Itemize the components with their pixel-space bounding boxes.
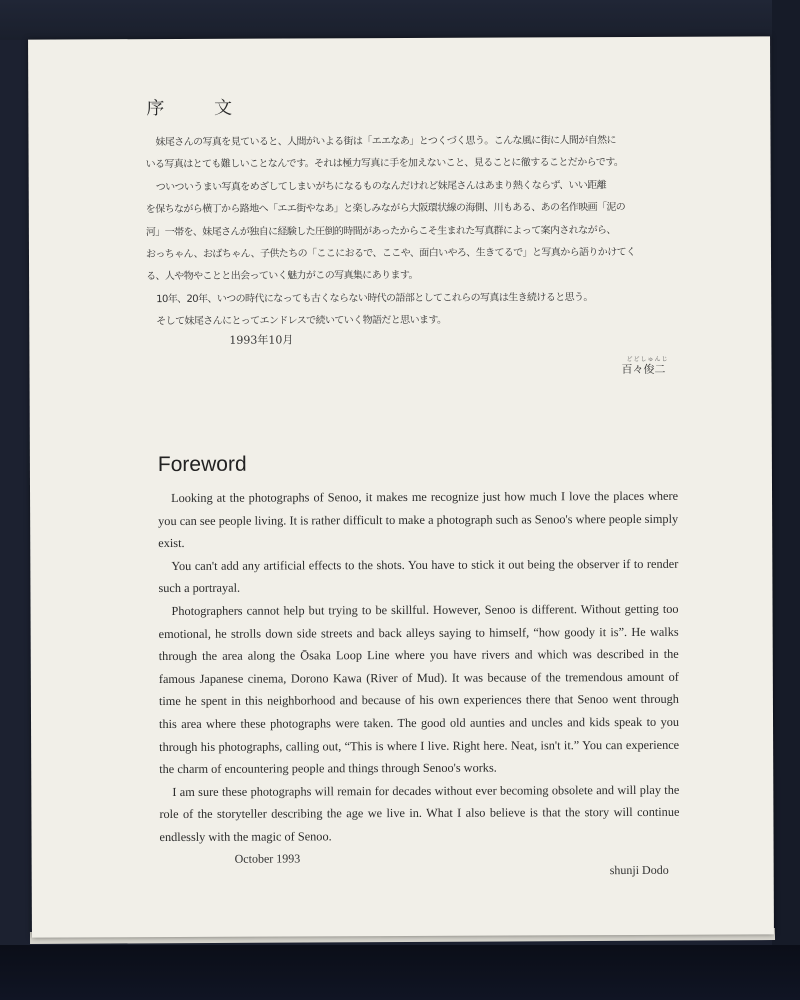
japanese-line: いる写真はとても難しいことなんです。それは極力写真に手を加えないこと、見ることに徹することだからです。	[145, 157, 624, 171]
english-paragraph: You can't add any artificial effects to the shots. You have to stick it out being the observer if to render such a portrayal.	[158, 556, 679, 596]
english-paragraph: Photographers cannot help but trying to be skillful. However, Senoo is different. Without getting too emotional, he strolls down side streets and back alleys saying to himself, “how goody it is”. He walks through the area along the Ōsaka Loop Line where you have rivers and which was described in the famous Japanese cinema, Dorono Kawa (River of Mud). It was because of the tremendous amount of time he spent in this neighborhood and because of his own experiences there that Senoo went through this area where these photographs were taken. The good old aunties and uncles and kids speak to you through his photographs, calling out, “This is where I live. Right here. Neat, isn't it.” You can experience the charm of encountering people and things through Senoo's works.	[158, 601, 680, 777]
japanese-signature: 百々俊二	[621, 362, 666, 377]
japanese-line: を保ちながら横丁から路地へ「エエ街やなあ」と楽しみながら大阪環状線の海側、川もある、あの名作映画「泥の	[145, 202, 626, 216]
english-paragraph: I am sure these photographs will remain for decades without ever becoming obsolete and will play the role of the storyteller describing the age we live in. What I also believe is that the story will continue endlessly with the magic of Senoo.	[159, 782, 680, 844]
book-page	[28, 36, 774, 937]
japanese-line: そして妹尾さんにとってエンドレスで続いていく物語だと思います。	[156, 315, 447, 328]
english-signature: shunji Dodo	[609, 862, 669, 878]
japanese-line: ついついうまい写真をめざしてしまいがちになるものなんだけれど妹尾さんはあまり熱くならず、いい距離	[155, 179, 607, 193]
japanese-line: 妹尾さんの写真を見ていると、人間がいよる街は「エエなあ」とつくづく思う。こんな風に街に人間が自然に	[155, 135, 616, 149]
japanese-date: 1993年10月	[229, 333, 294, 347]
japanese-heading: 序 文	[146, 97, 255, 120]
japanese-signature-ruby: どどしゅんじ	[626, 355, 669, 364]
backdrop-top	[0, 0, 800, 40]
japanese-text	[145, 130, 686, 334]
backdrop-bottom	[0, 945, 800, 1000]
english-heading: Foreword	[157, 452, 247, 477]
japanese-line: 10年、20年、いつの時代になっても古くならない時代の語部としてこれらの写真は生き続けると思う。	[156, 292, 593, 305]
english-date: October 1993	[234, 851, 301, 866]
japanese-line: 河」一帯を、妹尾さんが独自に経験した圧倒的時間があったからこそ生まれた写真群によって案内されながら、	[145, 224, 616, 238]
english-text	[158, 485, 680, 849]
japanese-line: おっちゃん、おばちゃん、子供たちの「ここにおるで、ここや、面白いやろ、生きてるで」と写真から語りかけてく	[145, 247, 636, 261]
english-paragraph: Looking at the photographs of Senoo, it makes me recognize just how much I love the places where you can see people living. It is rather difficult to make a photograph such as Senoo's where people simply exist.	[158, 488, 679, 551]
japanese-line: る、人や物やことと出会っていく魅力がこの写真集にあります。	[146, 270, 418, 283]
backdrop-right	[772, 0, 800, 1000]
